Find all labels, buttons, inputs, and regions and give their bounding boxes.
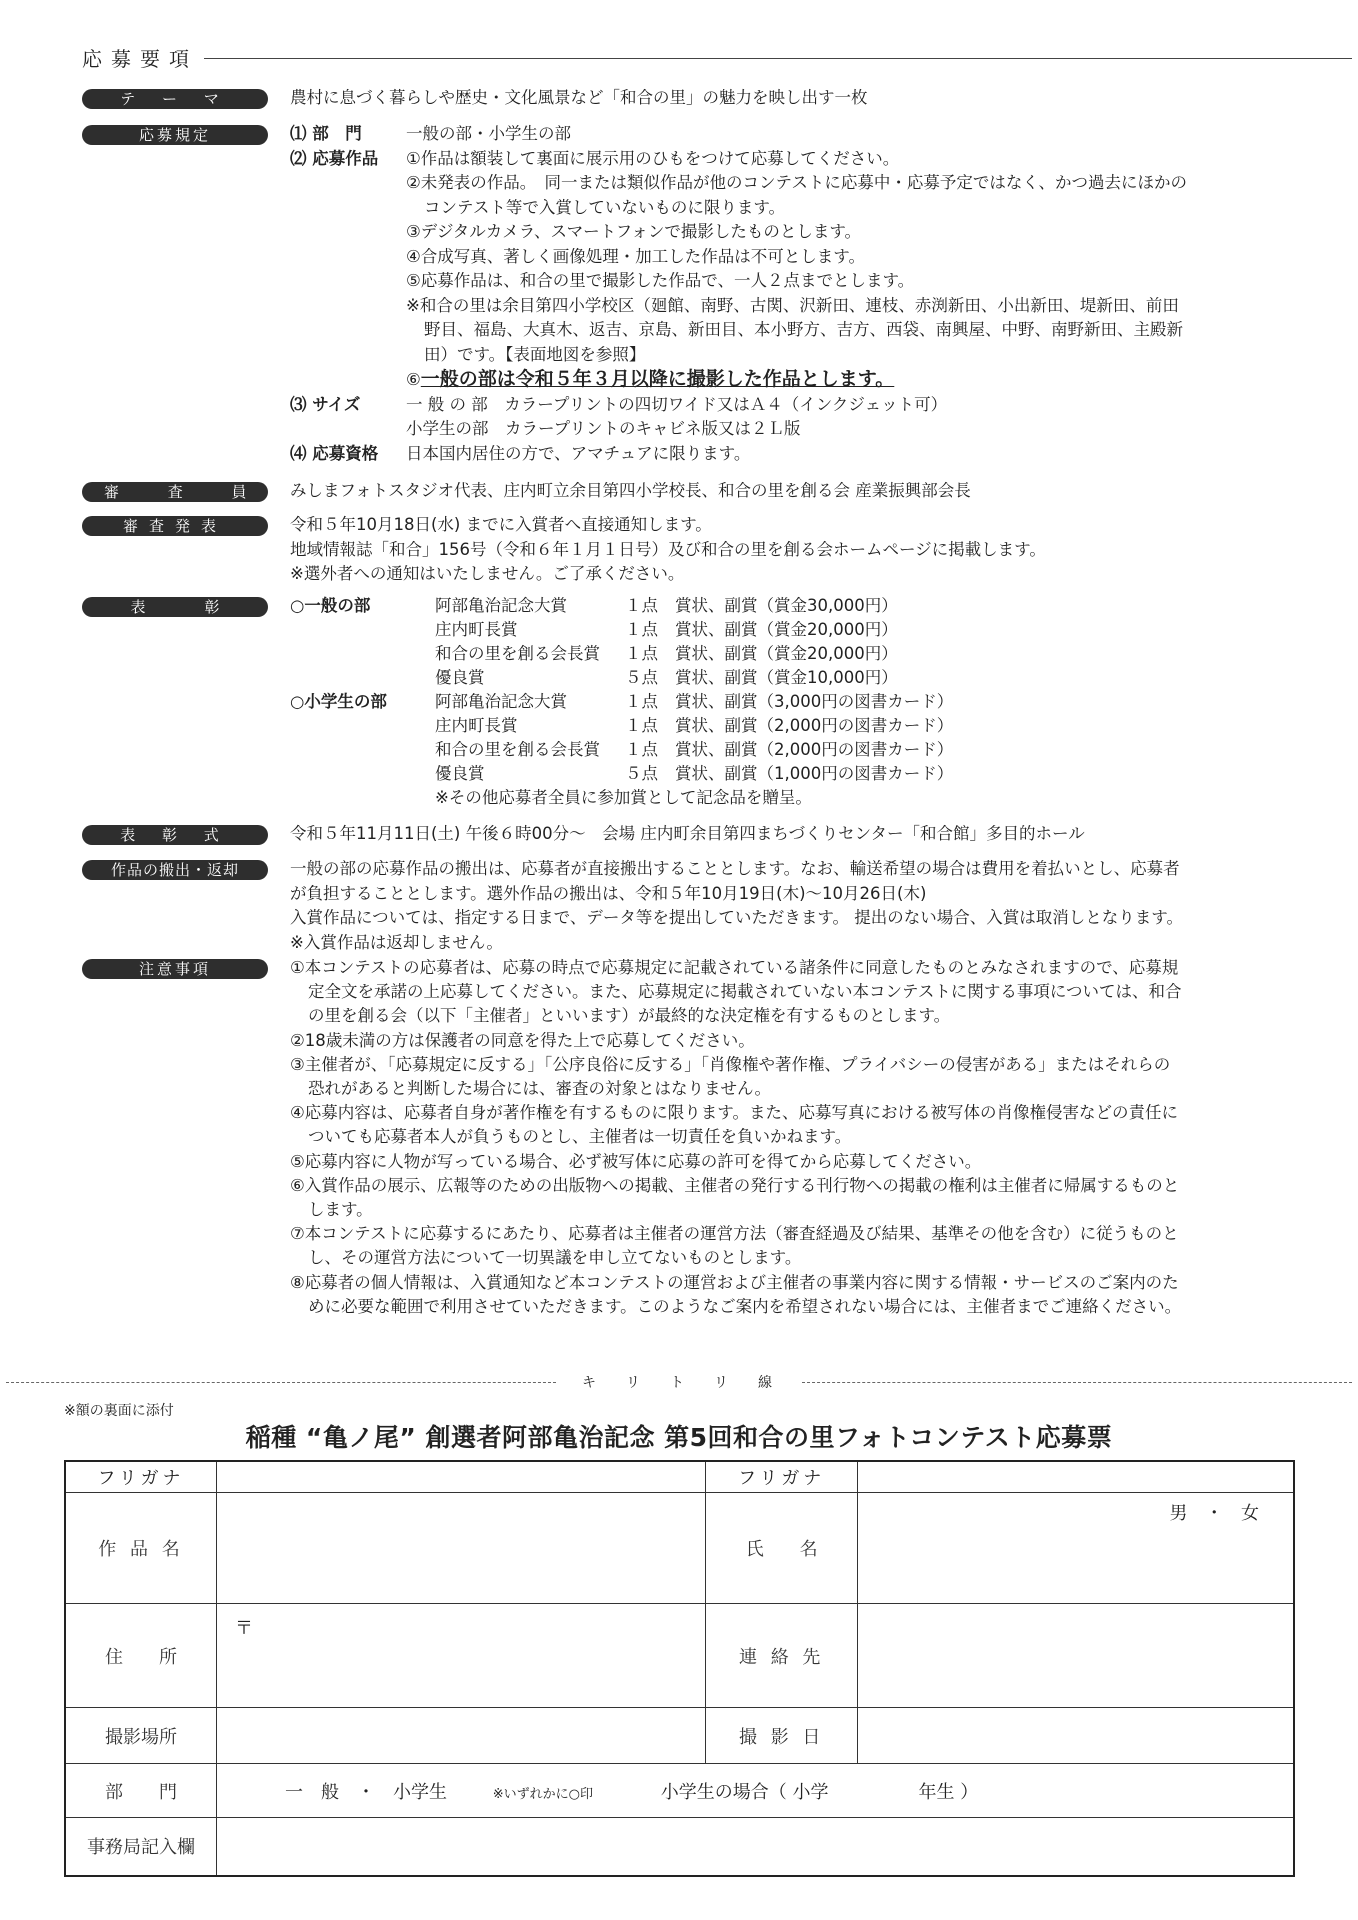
note-line: ついても応募者本人が負うものとし、主催者は一切責任を負いかねます。 [308, 1127, 852, 1147]
note-line: の里を創る会（以下「主催者」といいます）が最終的な決定権を有するものとします。 [308, 1006, 951, 1026]
rules-works-key: ⑵ 応募作品 [290, 148, 379, 168]
awards-label: 表 彰 [82, 597, 268, 617]
note-line: ①本コンテストの応募者は、応募の時点で応募規定に記載されている諸条件に同意したものとみなされますので、応募規 [290, 958, 1179, 977]
announce-line: 令和５年10月18日(水) までに入賞者へ直接通知します。 [290, 515, 712, 534]
works-item: コンテスト等で入賞していないものに限ります。 [424, 197, 786, 217]
work-name-label: 作 品 名 [65, 1493, 217, 1604]
date-label: 撮 影 日 [706, 1708, 858, 1764]
works-item: ④合成写真、著しく画像処理・加工した作品は不可とします。 [406, 246, 865, 266]
gender-field[interactable]: 男 ・ 女 [858, 1493, 1294, 1604]
announce-line: 地域情報誌「和合」156号（令和６年１月１日号）及び和合の里を創る会ホームページに掲載します。 [290, 539, 1046, 559]
award-name: 阿部亀治記念大賞 [435, 596, 567, 615]
furigana-label-name: フリガナ [706, 1461, 858, 1493]
cut-line-text: キリトリ線 [582, 1375, 802, 1391]
office-field[interactable] [217, 1818, 1294, 1876]
award-count: １点 [625, 740, 658, 759]
dept-label: 部 門 [65, 1764, 217, 1818]
name-furigana-field[interactable] [858, 1461, 1294, 1493]
award-count: １点 [625, 596, 658, 615]
award-name: 優良賞 [435, 668, 485, 687]
rules-works-list [406, 147, 1187, 393]
awards-note: ※その他応募者全員に参加賞として記念品を贈呈。 [435, 788, 812, 807]
theme-section [82, 86, 1292, 112]
award-count: １点 [625, 716, 658, 735]
announce-label: 審査発表 [82, 516, 268, 536]
award-count: １点 [625, 620, 658, 639]
judges-label: 審 査 員 [82, 482, 268, 502]
note-line: 定全文を承諾の上応募してください。また、応募規定に掲載されていない本コンテストに関する事項については、和合 [308, 982, 1182, 1002]
award-name: 和合の里を創る会長賞 [435, 740, 600, 759]
notes-label: 注意事項 [82, 959, 268, 979]
note-line: ⑧応募者の個人情報は、入賞通知など本コンテストの運営および主催者の事業内容に関する情報・サービスのご案内のた [290, 1272, 1179, 1292]
note-line: ⑦本コンテストに応募するにあたり、応募者は主催者の運営方法（審査経過及び結果、基準その他を含む）に従うものと [290, 1224, 1179, 1244]
award-name: 和合の里を創る会長賞 [435, 644, 600, 663]
award-name: 阿部亀治記念大賞 [435, 692, 567, 711]
judges-text: みしまフォトスタジオ代表、庄内町立余目第四小学校長、和合の里を創る会 産業振興部会長 [290, 481, 971, 500]
award-prize: 賞状、副賞（3,000円の図書カード） [675, 692, 954, 711]
cut-line [6, 1370, 1352, 1394]
works-item: ①作品は額装して裏面に展示用のひもをつけて応募してください。 [406, 148, 900, 168]
form-title: 稲種 “亀ノ尾” 創選者阿部亀治記念 第5回和合の里フォトコンテスト応募票 [245, 1423, 1113, 1452]
award-prize: 賞状、副賞（2,000円の図書カード） [675, 740, 954, 759]
ceremony-text: 令和５年11月11日(土) 午後６時00分～ 会場 庄内町余目第四まちづくりセンター「和合館」多目的ホール [290, 824, 1085, 843]
dept-options[interactable]: 一 般 ・ 小学生 [285, 1781, 448, 1803]
header-title: 応募要項 [82, 46, 198, 71]
theme-text: 農村に息づく暮らしや歴史・文化風景など「和合の里」の魅力を映し出す一枚 [290, 88, 868, 107]
works-item: ③デジタルカメラ、スマートフォンで撮影したものとします。 [406, 222, 862, 241]
award-prize: 賞状、副賞（1,000円の図書カード） [675, 764, 954, 783]
return-line: 一般の部の応募作品の搬出は、応募者が直接搬出することとします。なお、輸送希望の場合は費用を着払いとし、応募者 [290, 859, 1180, 878]
rules-label: 応募規定 [82, 125, 268, 145]
works-item-6-mark: ⑥ [406, 370, 421, 389]
ceremony-section [82, 822, 1292, 848]
announce-line: ※選外者への通知はいたしません。ご了承ください。 [290, 564, 685, 583]
address-label: 住 所 [65, 1604, 217, 1708]
works-item: ⑤応募作品は、和合の里で撮影した作品で、一人２点までとします。 [406, 271, 915, 290]
cut-line-dash-left [6, 1382, 556, 1383]
rules-size-general: 一 般 の 部 カラープリントの四切ワイド又はＡ４（インクジェット可） [406, 394, 948, 414]
note-line: ③主催者が、「応募規定に反する」「公序良俗に反する」「肖像権や著作権、プライバシーの侵害がある」またはそれらの [290, 1054, 1171, 1074]
rules-category-key: ⑴ 部 門 [290, 124, 362, 143]
award-count: １点 [625, 692, 658, 711]
header-rule [204, 58, 1352, 59]
contact-field[interactable] [858, 1604, 1294, 1708]
name-label: 氏 名 [706, 1493, 858, 1604]
award-prize: 賞状、副賞（賞金20,000円） [675, 620, 898, 639]
entry-form [64, 1460, 1295, 1877]
theme-label: テ ー マ [82, 89, 268, 109]
announce-section [82, 513, 1292, 589]
dept-note: ※いずれかに○印 [492, 1786, 594, 1802]
works-item: 野目、福島、大真木、返吉、京島、新田目、本小野方、吉方、西袋、南興屋、中野、南野新田、主殿新 [424, 320, 1183, 339]
award-prize: 賞状、副賞（2,000円の図書カード） [675, 716, 954, 735]
award-prize: 賞状、副賞（賞金30,000円） [675, 596, 898, 615]
awards-general-title: ○一般の部 [290, 596, 371, 615]
award-count: １点 [625, 644, 658, 663]
grade-field[interactable]: 小学生の場合（ 小学 年生 ） [660, 1781, 979, 1803]
rules-size-kids: 小学生の部 カラープリントのキャビネ版又は２Ｌ版 [406, 419, 801, 438]
place-field[interactable] [217, 1708, 706, 1764]
return-line: ※入賞作品は返却しません。 [290, 932, 503, 952]
rules-qualification-value: 日本国内居住の方で、アマチュアに限ります。 [406, 443, 751, 463]
work-furigana-field[interactable] [217, 1461, 706, 1493]
return-section [82, 857, 1292, 957]
works-item-6-emphasis: 一般の部は令和５年３月以降に撮影した作品とします。 [420, 368, 895, 390]
cut-line-dash-right [802, 1382, 1352, 1383]
note-line: めに必要な範囲で利用させていただきます。このようなご案内を希望されない場合には、主催者までご連絡ください。 [308, 1296, 1182, 1316]
awards-section [82, 594, 1292, 814]
works-item: ※和合の里は余目第四小学校区（廻館、南野、古関、沢新田、連枝、赤渕新田、小出新田、堤新田、前田 [406, 295, 1179, 315]
award-prize: 賞状、副賞（賞金20,000円） [675, 644, 898, 663]
office-label: 事務局記入欄 [65, 1818, 217, 1876]
note-line: します。 [308, 1200, 373, 1220]
rules-section [82, 122, 1292, 468]
note-line: 恐れがあると判断した場合には、審査の対象とはなりません。 [308, 1079, 771, 1099]
date-field[interactable] [858, 1708, 1294, 1764]
return-line: が負担することとします。選外作品の搬出は、令和５年10月19日(木)～10月26日(木) [290, 883, 927, 903]
dept-field[interactable] [217, 1764, 1294, 1818]
contact-label: 連 絡 先 [706, 1604, 858, 1708]
ceremony-label: 表 彰 式 [82, 825, 268, 845]
award-name: 庄内町長賞 [435, 716, 518, 735]
rules-qualification-key: ⑷ 応募資格 [290, 443, 379, 463]
place-label: 撮影場所 [65, 1708, 217, 1764]
awards-general-grid [290, 594, 1292, 786]
note-line: し、その運営方法について一切異議を申し立てないものとします。 [308, 1248, 802, 1268]
note-line: ⑥入賞作品の展示、広報等のための出版物への掲載、主催者の発行する刊行物への掲載の権利は主催者に帰属するものと [290, 1175, 1180, 1195]
return-label: 作品の搬出・返却 [82, 860, 268, 880]
award-name: 優良賞 [435, 764, 485, 783]
awards-kids-title: ○小学生の部 [290, 692, 387, 711]
address-field[interactable]: 〒 [217, 1604, 706, 1708]
award-count: ５点 [625, 764, 658, 783]
form-attach-note: ※額の裏面に添付 [64, 1403, 174, 1419]
note-line: ⑤応募内容に人物が写っている場合、必ず被写体に応募の許可を得てから応募してください。 [290, 1151, 982, 1171]
award-prize: 賞状、副賞（賞金10,000円） [675, 668, 898, 687]
works-item: ②未発表の作品。 同一または類似作品が他のコンテストに応募中・応募予定ではなく、かつ過去にほかの [406, 173, 1188, 192]
section-header [82, 40, 1352, 74]
note-line: ②18歳未満の方は保護者の同意を得た上で応募してください。 [290, 1030, 755, 1050]
furigana-label-work: フリガナ [65, 1461, 217, 1493]
rules-size-key: ⑶ サイズ [290, 394, 361, 414]
award-name: 庄内町長賞 [435, 620, 518, 639]
judges-section [82, 479, 1292, 505]
award-count: ５点 [625, 668, 658, 687]
return-line: 入賞作品については、指定する日まで、データ等を提出していただきます。 提出のない場合、入賞は取消しとなります。 [290, 908, 1183, 927]
work-name-field[interactable] [217, 1493, 706, 1604]
rules-category-value: 一般の部・小学生の部 [406, 124, 571, 143]
note-line: ④応募内容は、応募者自身が著作権を有するものに限ります。また、応募写真における被写体の肖像権侵害などの責任に [290, 1103, 1178, 1123]
notes-section [82, 956, 1292, 1326]
works-item: 田）です。【表面地図を参照】 [424, 344, 646, 364]
